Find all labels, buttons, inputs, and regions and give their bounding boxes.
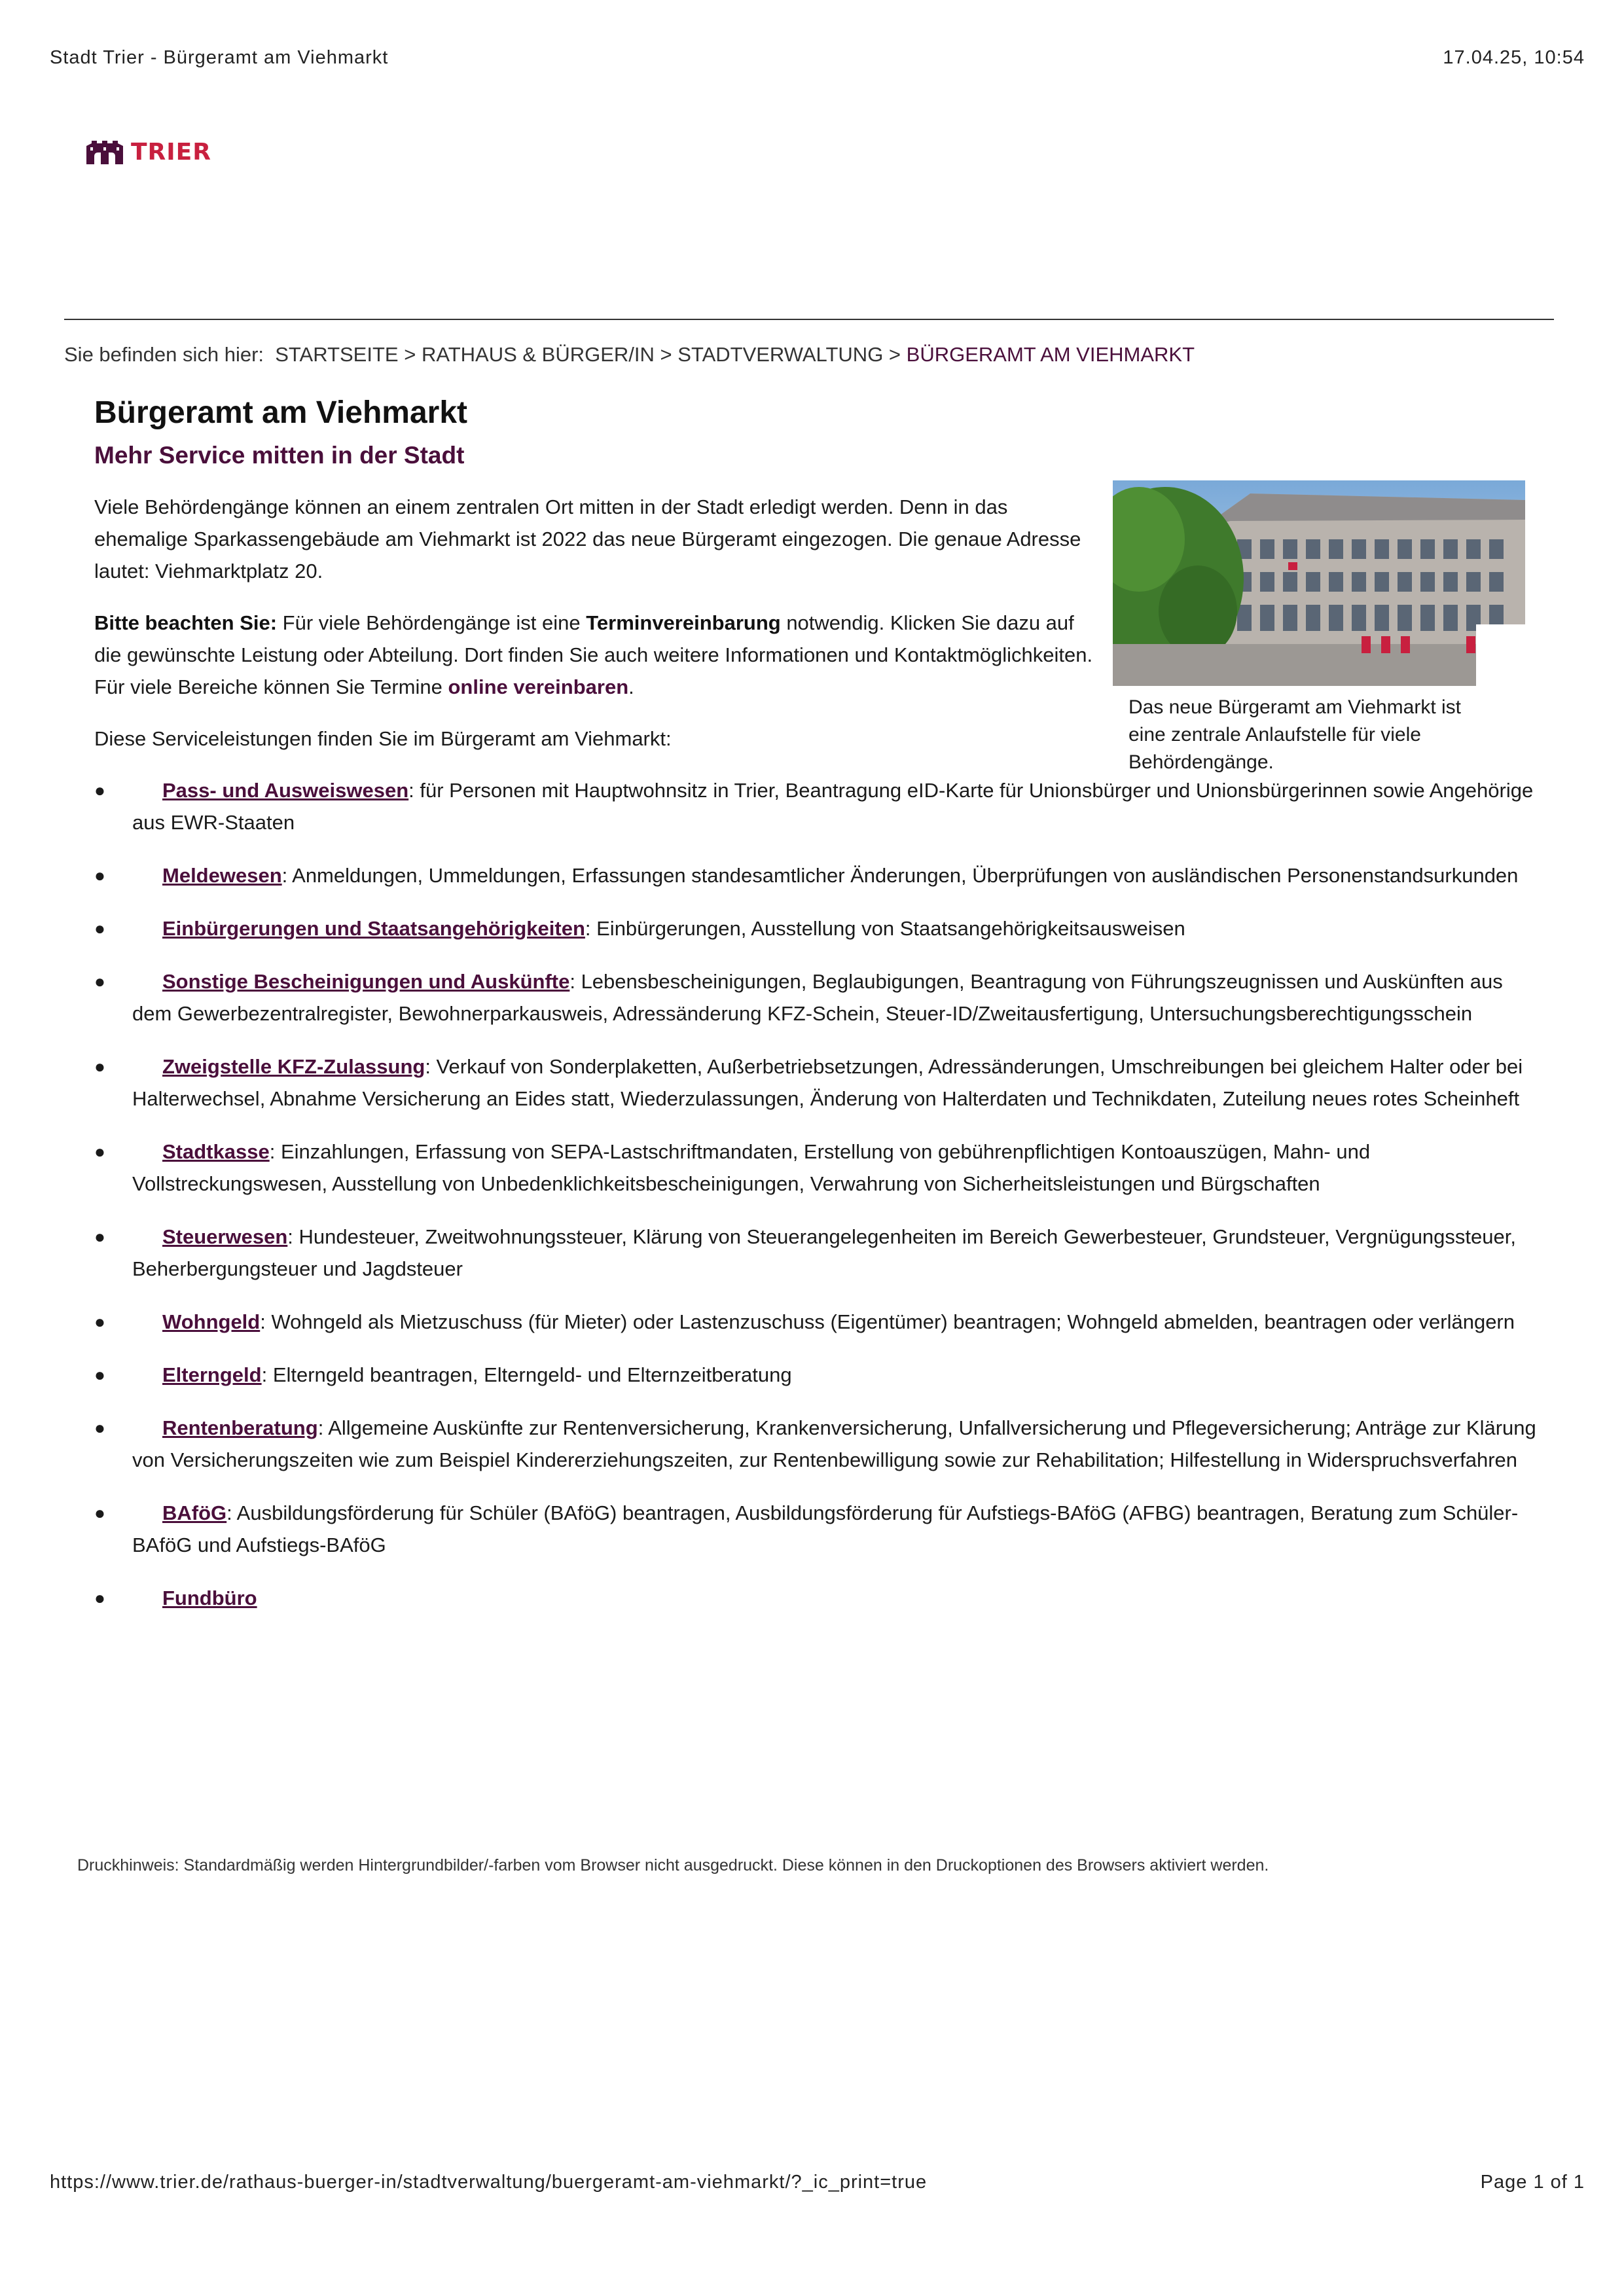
list-item [94, 774, 1540, 838]
service-desc: : für Personen mit Hauptwohnsitz in Trier, Beantragung eID-Karte für Unionsbürger und Unionsbürgerinnen sowie Angehörige aus EWR-Staaten [132, 779, 1534, 834]
service-link-steuerwesen[interactable]: Steuerwesen [162, 1225, 288, 1248]
intro-paragraph: Viele Behördengänge können an einem zentralen Ort mitten in der Stadt erledigt werden. Denn in das ehemalige Sparkassengebäude am Viehmarkt ist 2022 das neue Bürgeramt eingezogen. Die genaue Adresse lautet: Viehmarktplatz 20. [94, 495, 1081, 583]
bullet-icon: ● [94, 971, 105, 992]
breadcrumb [64, 343, 1195, 367]
bullet-icon: ● [94, 780, 105, 800]
site-logo[interactable] [86, 139, 211, 166]
list-item [94, 1582, 1540, 1614]
print-header-title: Stadt Trier - Bürgeramt am Viehmarkt [50, 47, 389, 68]
logo-text: TRIER [131, 139, 211, 166]
bullet-icon: ● [94, 865, 105, 886]
breadcrumb-item-startseite[interactable]: STARTSEITE [275, 343, 399, 366]
service-desc: : Verkauf von Sonderplaketten, Außerbetriebsetzungen, Adressänderungen, Umschreibungen bei gleichem Halter oder bei Halterwechsel, Abnahme Versicherung an Eides statt, Wiederzulassungen, Änderung von Halterdaten und Technikdaten, Zuteilung neues rotes Scheinheft [132, 1055, 1523, 1110]
service-link-einbuergerungen[interactable]: Einbürgerungen und Staatsangehörigkeiten [162, 917, 585, 940]
photo-caption: Das neue Bürgeramt am Viehmarkt ist eine zentrale Anlaufstelle für viele Behördengänge. [1128, 696, 1461, 773]
breadcrumb-item-stadtverwaltung[interactable]: STADTVERWALTUNG [677, 343, 884, 366]
bullet-icon: ● [94, 1227, 105, 1247]
list-item [94, 1412, 1540, 1476]
breadcrumb-item-rathaus[interactable]: RATHAUS & BÜRGER/IN [421, 343, 655, 366]
print-footer-url: https://www.trier.de/rathaus-buerger-in/stadtverwaltung/buergeramt-am-viehmarkt/?_ic_print=true [50, 2172, 928, 2193]
building-photo-illustration [1113, 480, 1525, 686]
notice-label: Bitte beachten Sie: [94, 611, 278, 634]
page-subtitle: Mehr Service mitten in der Stadt [94, 442, 465, 469]
service-link-bafoeg[interactable]: BAföG [162, 1501, 227, 1524]
breadcrumb-separator: > [883, 343, 907, 366]
list-item [94, 912, 1540, 944]
service-desc: : Einbürgerungen, Ausstellung von Staatsangehörigkeitsausweisen [585, 917, 1185, 940]
service-link-fundbuero[interactable]: Fundbüro [162, 1587, 257, 1609]
notice-bold-term: Terminvereinbarung [586, 611, 781, 634]
notice-text-3: . [628, 675, 634, 698]
building-photo [1113, 480, 1525, 686]
print-footer-page-number: Page 1 of 1 [1480, 2172, 1585, 2193]
notice-paragraph [94, 607, 1096, 703]
service-desc: : Elterngeld beantragen, Elterngeld- und Elternzeitberatung [261, 1363, 792, 1386]
list-item [94, 1136, 1540, 1200]
service-link-stadtkasse[interactable]: Stadtkasse [162, 1140, 270, 1163]
service-desc: : Lebensbescheinigungen, Beglaubigungen, Beantragung von Führungszeugnissen und Auskünften aus dem Gewerbezentralregister, Bewohnerparkausweis, Adressänderung KFZ-Schein, Steuer-ID/Zweitausfertigung, Untersuchungsberechtigungsschein [132, 970, 1503, 1025]
list-item [94, 1359, 1540, 1391]
service-link-bescheinigungen[interactable]: Sonstige Bescheinigungen und Auskünfte [162, 970, 570, 993]
service-desc: : Ausbildungsförderung für Schüler (BAföG) beantragen, Ausbildungsförderung für Aufstiegs-BAföG (AFBG) beantragen, Beratung zum Schüler-BAföG und Aufstiegs-BAföG [132, 1501, 1519, 1556]
service-desc: : Einzahlungen, Erfassung von SEPA-Lastschriftmandaten, Erstellung von gebührenpflichtigen Kontoauszügen, Mahn- und Vollstreckungswesen, Ausstellung von Unbedenklichkeitsbescheinigungen, Verwahrung von Sicherheitsleistungen und Bürgschaften [132, 1140, 1371, 1195]
online-appointment-link[interactable]: online vereinbaren [448, 675, 629, 698]
service-link-rentenberatung[interactable]: Rentenberatung [162, 1416, 318, 1439]
page-title: Bürgeramt am Viehmarkt [94, 395, 467, 430]
list-item [94, 1050, 1540, 1115]
service-desc: : Hundesteuer, Zweitwohnungssteuer, Klärung von Steuerangelegenheiten im Bereich Gewerbesteuer, Grundsteuer, Vergnügungssteuer, Beherbergungsteuer und Jagdsteuer [132, 1225, 1516, 1280]
list-item [94, 859, 1540, 891]
notice-text-2: notwendig. Klicken Sie dazu auf die gewünschte Leistung oder Abteilung. Dort finden Sie auch weitere Informationen und Kontaktmöglichkeiten. Für viele Bereiche können Sie Termine [94, 611, 1093, 698]
breadcrumb-prefix: Sie befinden sich hier: [64, 343, 276, 366]
bullet-icon: ● [94, 1056, 105, 1077]
service-link-elterngeld[interactable]: Elterngeld [162, 1363, 262, 1386]
list-item [94, 1221, 1540, 1285]
service-link-kfz-zulassung[interactable]: Zweigstelle KFZ-Zulassung [162, 1055, 425, 1078]
list-item [94, 965, 1540, 1030]
service-desc: : Allgemeine Auskünfte zur Rentenversicherung, Krankenversicherung, Unfallversicherung und Pflegeversicherung; Anträge zur Klärung von Versicherungszeiten wie zum Beispiel Kindererziehungszeiten, zur Rentenbewilligung sowie zur Rehabilitation; Hilfestellung in Widerspruchsverfahren [132, 1416, 1536, 1471]
service-link-meldewesen[interactable]: Meldewesen [162, 864, 282, 887]
bullet-icon: ● [94, 1418, 105, 1438]
bullet-icon: ● [94, 918, 105, 939]
article [94, 390, 1534, 1635]
service-link-pass-ausweiswesen[interactable]: Pass- und Ausweiswesen [162, 779, 409, 802]
breadcrumb-separator: > [398, 343, 422, 366]
bullet-icon: ● [94, 1365, 105, 1385]
list-item [94, 1306, 1540, 1338]
print-note: Druckhinweis: Standardmäßig werden Hintergrundbilder/-farben vom Browser nicht ausgedruckt. Diese können in den Druckoptionen des Browsers aktiviert werden. [77, 1856, 1269, 1874]
service-desc: : Anmeldungen, Ummeldungen, Erfassungen standesamtlicher Änderungen, Überprüfungen von ausländischen Personenstandsurkunden [281, 864, 1519, 887]
bullet-icon: ● [94, 1312, 105, 1332]
services-intro: Diese Serviceleistungen finden Sie im Bürgeramt am Viehmarkt: [94, 727, 672, 750]
service-link-wohngeld[interactable]: Wohngeld [162, 1310, 261, 1333]
service-desc: : Wohngeld als Mietzuschuss (für Mieter) oder Lastenzuschuss (Eigentümer) beantragen; Wohngeld abmelden, beantragen oder verlängern [260, 1310, 1515, 1333]
header-divider [64, 319, 1554, 320]
bullet-icon: ● [94, 1141, 105, 1162]
bullet-icon: ● [94, 1503, 105, 1523]
trier-gate-logo-icon [86, 141, 123, 164]
list-item [94, 1497, 1540, 1561]
breadcrumb-separator: > [654, 343, 678, 366]
print-header-datetime: 17.04.25, 10:54 [1443, 47, 1585, 68]
services-list [94, 774, 1540, 1614]
bullet-icon: ● [94, 1588, 105, 1608]
notice-text-1: Für viele Behördengänge ist eine [277, 611, 586, 634]
building-photo-figure [1113, 480, 1525, 776]
breadcrumb-item-current: BÜRGERAMT AM VIEHMARKT [906, 343, 1195, 366]
